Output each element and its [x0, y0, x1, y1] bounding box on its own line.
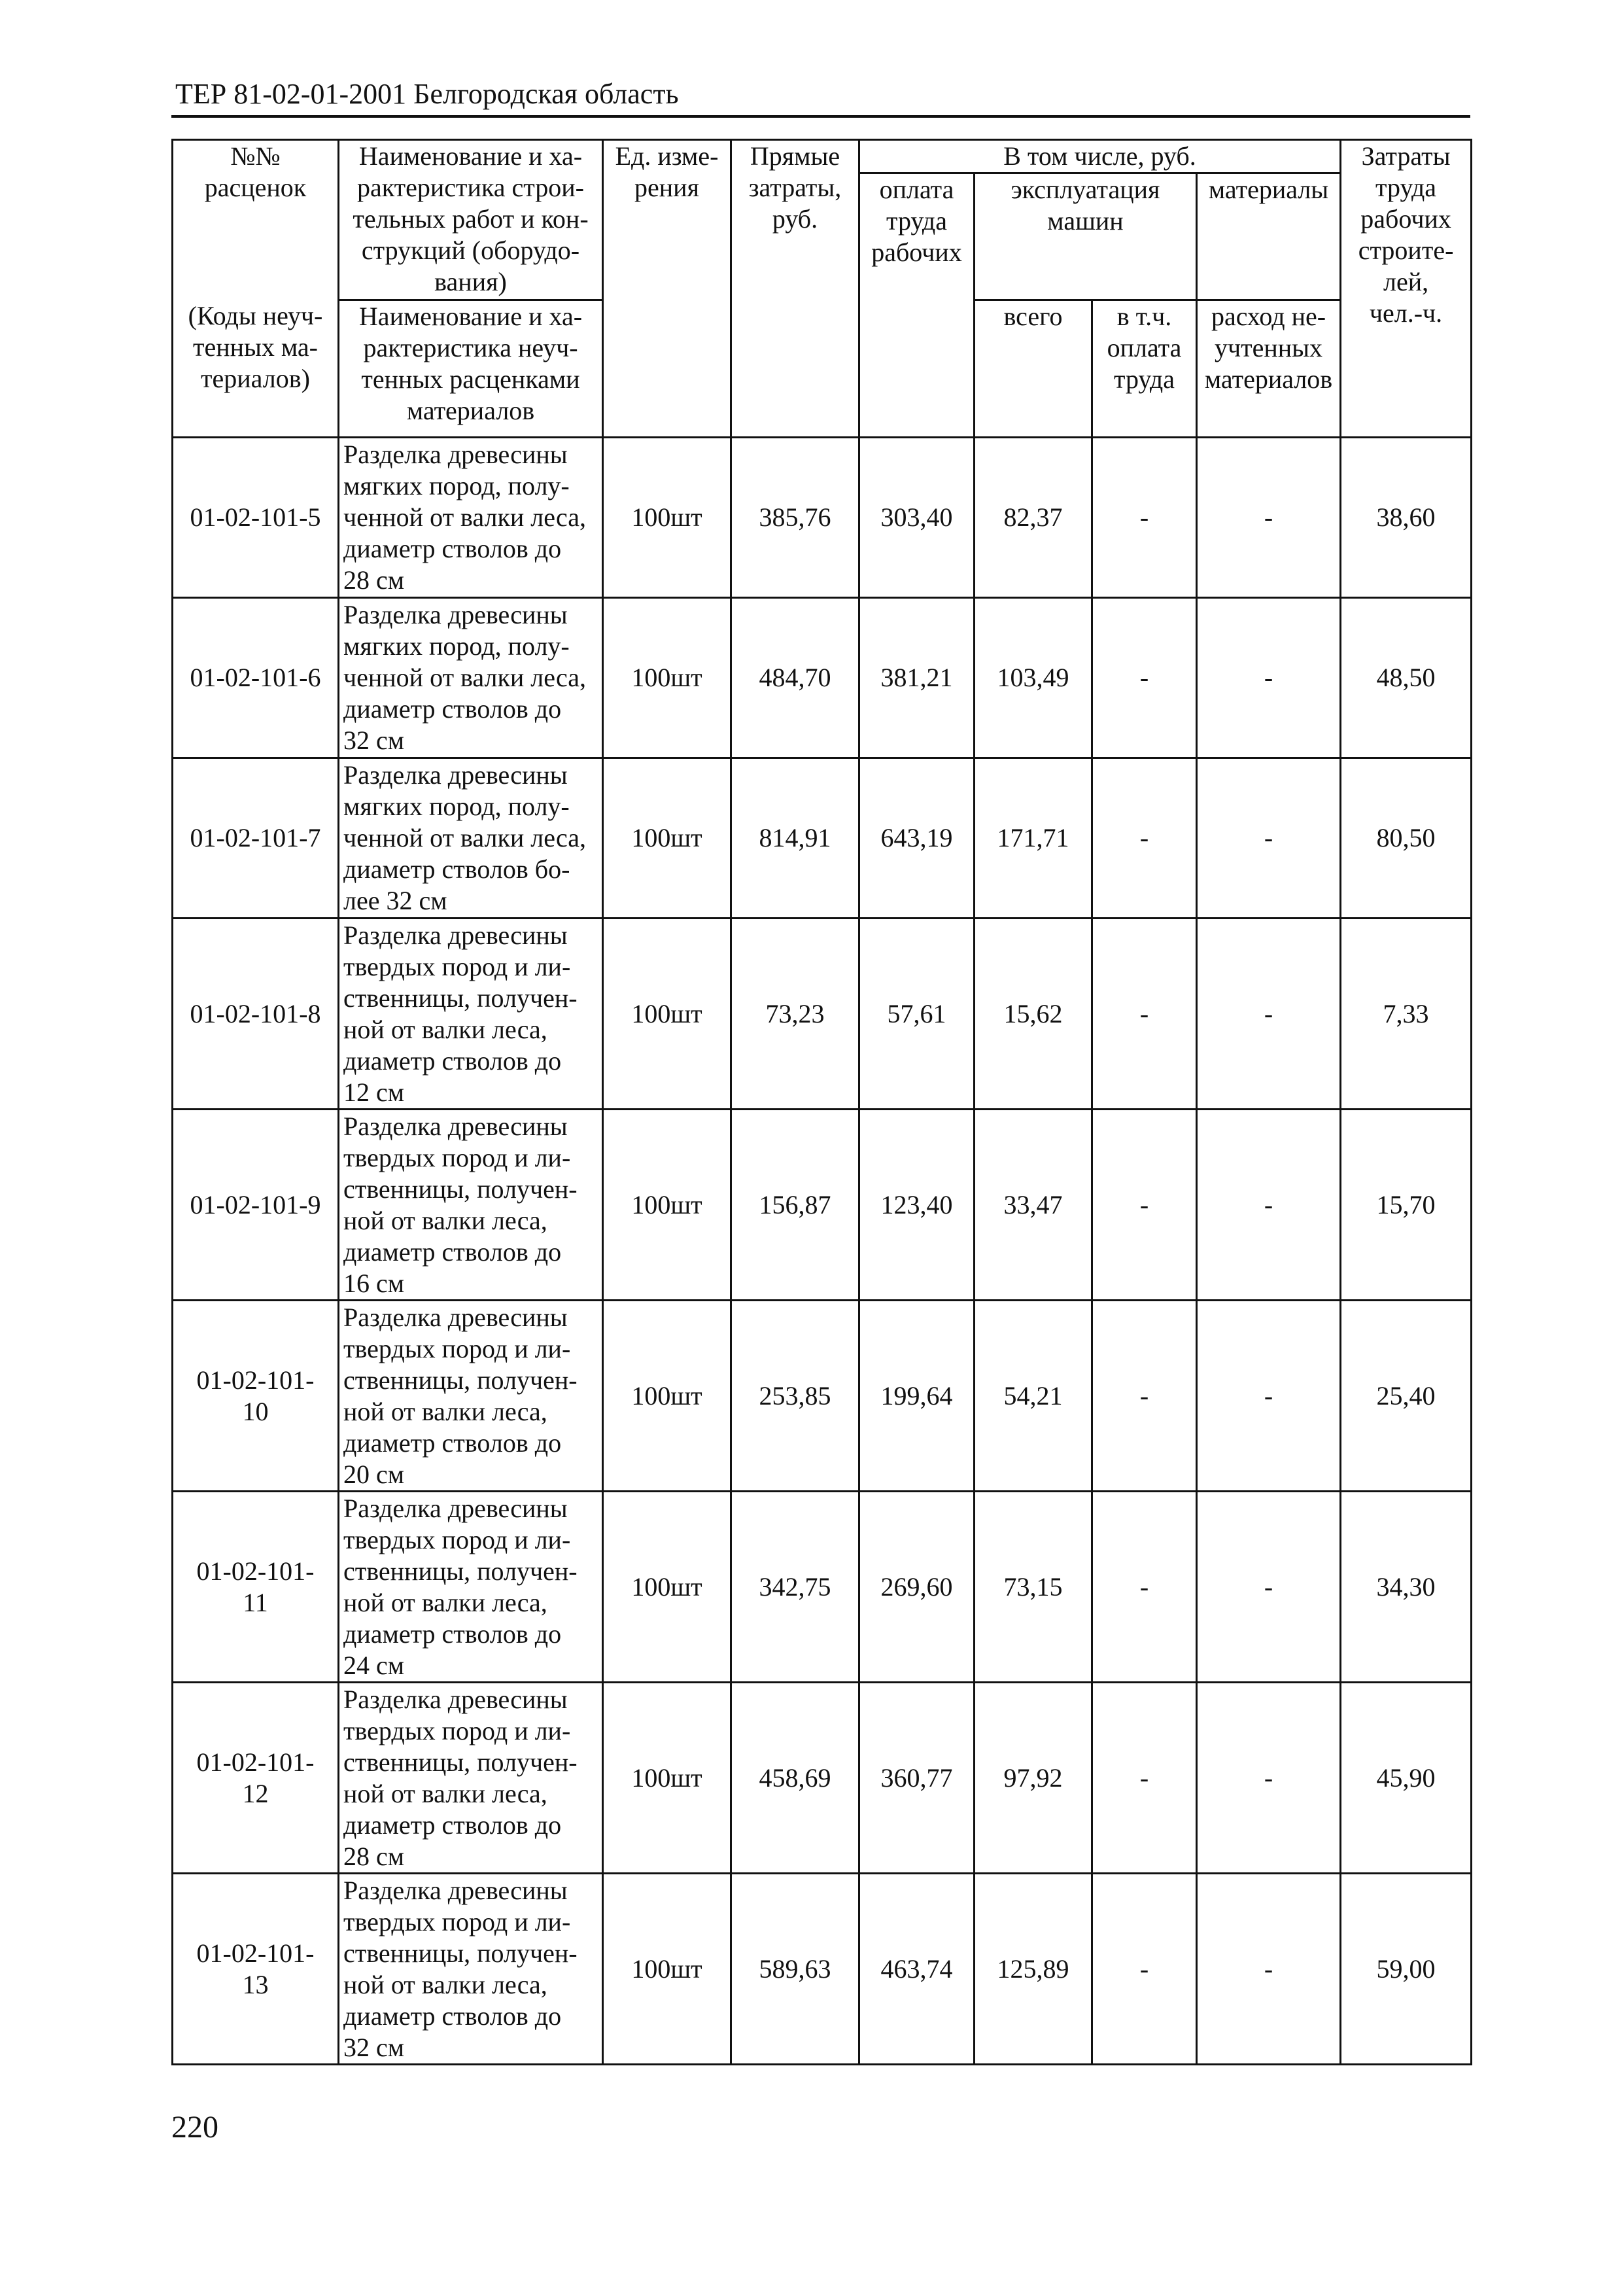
machine-wages: - [1092, 598, 1197, 758]
header-rule [171, 115, 1470, 118]
rate-code: 01-02-101- 13 [173, 1874, 339, 2065]
labor-costs: 7,33 [1341, 919, 1472, 1110]
direct-costs: 589,63 [731, 1874, 859, 2065]
wages: 360,77 [859, 1683, 975, 1874]
labor-costs: 80,50 [1341, 758, 1472, 919]
materials: - [1197, 438, 1341, 598]
table-row [173, 1110, 1472, 1301]
materials: - [1197, 1492, 1341, 1683]
page-number: 220 [171, 2110, 218, 2145]
table-row [173, 919, 1472, 1110]
unit: 100шт [603, 919, 731, 1110]
labor-costs: 38,60 [1341, 438, 1472, 598]
machine-wages: - [1092, 1110, 1197, 1301]
work-description: Разделка древесины мягких пород, полу- ченной от валки леса, диаметр стволов бо- лее 32 см [339, 758, 603, 919]
machine-wages: - [1092, 1301, 1197, 1492]
unit: 100шт [603, 1301, 731, 1492]
header-direct-costs: Прямые затраты, руб. [731, 140, 859, 438]
table-row [173, 438, 1472, 598]
direct-costs: 73,23 [731, 919, 859, 1110]
materials: - [1197, 1110, 1341, 1301]
table-row [173, 758, 1472, 919]
machine-wages: - [1092, 758, 1197, 919]
labor-costs: 15,70 [1341, 1110, 1472, 1301]
direct-costs: 342,75 [731, 1492, 859, 1683]
table-row [173, 1301, 1472, 1492]
labor-costs: 48,50 [1341, 598, 1472, 758]
machine-total: 97,92 [975, 1683, 1092, 1874]
table-row [173, 1874, 1472, 2065]
rate-code: 01-02-101- 11 [173, 1492, 339, 1683]
wages: 463,74 [859, 1874, 975, 2065]
materials: - [1197, 598, 1341, 758]
work-description: Разделка древесины твердых пород и ли- ственницы, получен- ной от валки леса, диаметр стволов до 24 см [339, 1492, 603, 1683]
table-row [173, 1492, 1472, 1683]
direct-costs: 156,87 [731, 1110, 859, 1301]
table-row [173, 598, 1472, 758]
materials: - [1197, 1301, 1341, 1492]
wages: 381,21 [859, 598, 975, 758]
direct-costs: 458,69 [731, 1683, 859, 1874]
machine-wages: - [1092, 919, 1197, 1110]
direct-costs: 253,85 [731, 1301, 859, 1492]
materials: - [1197, 1683, 1341, 1874]
header-materials: материалы [1197, 173, 1341, 300]
machine-wages: - [1092, 438, 1197, 598]
machine-total: 171,71 [975, 758, 1092, 919]
work-description: Разделка древесины твердых пород и ли- ственницы, получен- ной от валки леса, диаметр стволов до 12 см [339, 919, 603, 1110]
materials: - [1197, 1874, 1341, 2065]
unit: 100шт [603, 438, 731, 598]
header-unit: Ед. изме- рения [603, 140, 731, 438]
header-code: №№ расценок [173, 140, 339, 300]
direct-costs: 814,91 [731, 758, 859, 919]
work-description: Разделка древесины мягких пород, полу- ченной от валки леса, диаметр стволов до 28 см [339, 438, 603, 598]
work-description: Разделка древесины твердых пород и ли- ственницы, получен- ной от валки леса, диаметр стволов до 20 см [339, 1301, 603, 1492]
work-description: Разделка древесины мягких пород, полу- ченной от валки леса, диаметр стволов до 32 см [339, 598, 603, 758]
machine-total: 82,37 [975, 438, 1092, 598]
rate-code: 01-02-101-6 [173, 598, 339, 758]
wages: 643,19 [859, 758, 975, 919]
rate-code: 01-02-101-5 [173, 438, 339, 598]
machine-total: 15,62 [975, 919, 1092, 1110]
rate-code: 01-02-101-9 [173, 1110, 339, 1301]
wages: 303,40 [859, 438, 975, 598]
machine-total: 54,21 [975, 1301, 1092, 1492]
rates-table [171, 139, 1472, 2065]
machine-wages: - [1092, 1492, 1197, 1683]
wages: 199,64 [859, 1301, 975, 1492]
header-incl-wages: в т.ч. оплата труда [1092, 300, 1197, 438]
wages: 57,61 [859, 919, 975, 1110]
machine-total: 103,49 [975, 598, 1092, 758]
machine-wages: - [1092, 1683, 1197, 1874]
rate-code: 01-02-101-8 [173, 919, 339, 1110]
work-description: Разделка древесины твердых пород и ли- ственницы, получен- ной от валки леса, диаметр стволов до 16 см [339, 1110, 603, 1301]
header-wages: оплата труда рабочих [859, 173, 975, 438]
machine-total: 33,47 [975, 1110, 1092, 1301]
rate-code: 01-02-101- 12 [173, 1683, 339, 1874]
header-including: В том числе, руб. [859, 140, 1341, 173]
labor-costs: 45,90 [1341, 1683, 1472, 1874]
machine-total: 73,15 [975, 1492, 1092, 1683]
header-codes-unaccounted: (Коды неуч- тенных ма- териалов) [173, 300, 339, 438]
unit: 100шт [603, 1492, 731, 1683]
header-labor: Затраты труда рабочих строите- лей, чел.-ч. [1341, 140, 1472, 438]
direct-costs: 385,76 [731, 438, 859, 598]
materials: - [1197, 758, 1341, 919]
header-machine-operation: эксплуатация машин [975, 173, 1197, 300]
header-unaccounted-materials: расход не- учтенных материалов [1197, 300, 1341, 438]
header-name-unaccounted: Наименование и ха- рактеристика неуч- тенных расценками материалов [339, 300, 603, 438]
work-description: Разделка древесины твердых пород и ли- ственницы, получен- ной от валки леса, диаметр стволов до 28 см [339, 1683, 603, 1874]
unit: 100шт [603, 758, 731, 919]
unit: 100шт [603, 1874, 731, 2065]
machine-wages: - [1092, 1874, 1197, 2065]
labor-costs: 34,30 [1341, 1492, 1472, 1683]
header-name: Наименование и ха- рактеристика строи- тельных работ и кон- струкций (оборудо- вания) [339, 140, 603, 300]
labor-costs: 25,40 [1341, 1301, 1472, 1492]
wages: 123,40 [859, 1110, 975, 1301]
table-row [173, 1683, 1472, 1874]
machine-total: 125,89 [975, 1874, 1092, 2065]
unit: 100шт [603, 1110, 731, 1301]
wages: 269,60 [859, 1492, 975, 1683]
labor-costs: 59,00 [1341, 1874, 1472, 2065]
rate-code: 01-02-101-7 [173, 758, 339, 919]
work-description: Разделка древесины твердых пород и ли- ственницы, получен- ной от валки леса, диаметр стволов до 32 см [339, 1874, 603, 2065]
header-total: всего [975, 300, 1092, 438]
running-header: ТЕР 81-02-01-2001 Белгородская область [175, 78, 679, 110]
unit: 100шт [603, 598, 731, 758]
rate-code: 01-02-101- 10 [173, 1301, 339, 1492]
unit: 100шт [603, 1683, 731, 1874]
materials: - [1197, 919, 1341, 1110]
direct-costs: 484,70 [731, 598, 859, 758]
